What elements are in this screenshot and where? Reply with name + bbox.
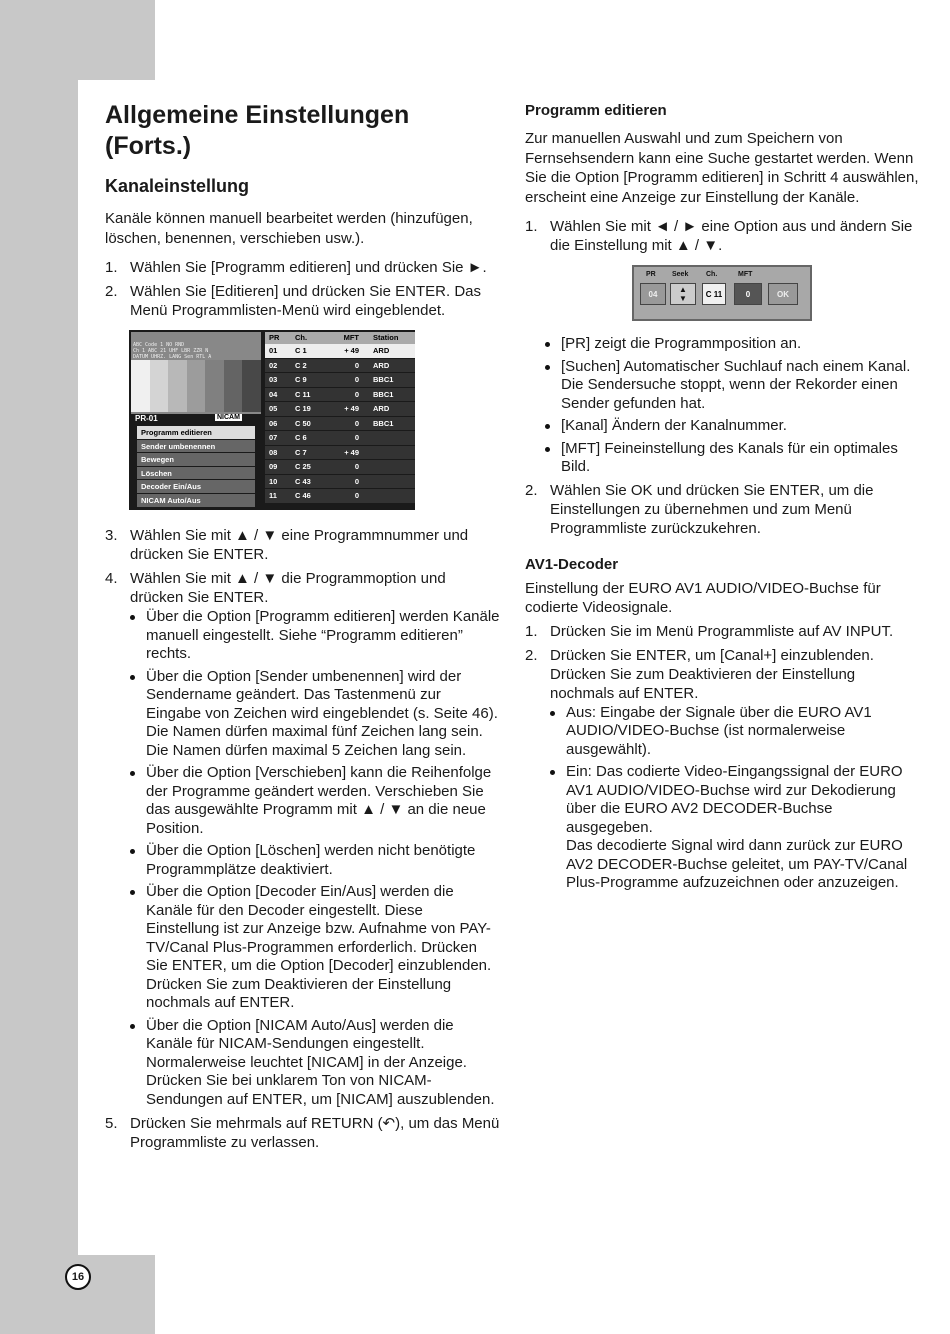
- menu-item-programm-editieren[interactable]: Programm editieren: [137, 426, 255, 440]
- test-pattern: [131, 360, 261, 412]
- prog-step-1: 1. Wählen Sie mit ◄ / ► eine Option aus und ändern Sie die Einstellung mit ▲ / ▼.: [525, 218, 913, 254]
- steps-list-b: [105, 526, 500, 1152]
- ok-button[interactable]: OK: [768, 283, 798, 305]
- bullet-sender-umbenennen: Über die Option [Sender umbenennen] wird der Sendername geändert. Das Tastenmenü zur Eingabe von Zeichen wird eingeblendet (s. Seite 46). Die Namen dürfen maximal fünf Zeichen lang sein. Die Namen dürfen maximal 5 Zeichen lang sein.: [130, 668, 500, 761]
- page-number: 16: [65, 1264, 91, 1290]
- page-title: Allgemeine Einstellungen (Forts.): [105, 101, 410, 160]
- step-2: 2. Wählen Sie [Editieren] und drücken Sie ENTER. Das Menü Programmlisten-Menü wird eingeblendet.: [105, 283, 481, 319]
- bullet-verschieben: Über die Option [Verschieben] kann die Reihenfolge der Programme geändert werden. Verschieben Sie das ausgewählte Programm mit ▲ / ▼ an die neue Position.: [130, 764, 500, 838]
- table-row[interactable]: 04 C 11 0 BBC1: [265, 388, 415, 403]
- seek-arrows-icon[interactable]: ▲ ▼: [670, 283, 696, 305]
- table-row[interactable]: 11 C 46 0: [265, 489, 415, 504]
- left-column: [105, 100, 500, 1157]
- bullet-ein: Ein: Das codierte Video-Eingangssignal der EURO AV1 AUDIO/VIDEO-Buchse wird zur Dekodierung über die EURO AV2 DECODER-Buchse ausgegeben. Das decodierte Signal wird dann zurück zur EURO AV2 DECODER-Buchse geleitet, um PAY-TV/Canal Plus-Programme aufzuzeichnen oder anzuzeigen.: [550, 763, 920, 893]
- av-steps: [525, 622, 920, 893]
- channel-table: [265, 332, 415, 504]
- prog-step-2: 2. Wählen Sie OK und drücken Sie ENTER, um die Einstellungen zu übernehmen und zum Menü Programmliste zurückzukehren.: [525, 481, 874, 537]
- av-intro: Einstellung der EURO AV1 AUDIO/VIDEO-Buchse für codierte Videosignale.: [525, 579, 881, 616]
- av-bullets: [550, 704, 920, 893]
- table-row[interactable]: 01 C 1 + 49 ARD: [265, 344, 415, 359]
- menu-item-bewegen[interactable]: Bewegen: [137, 453, 255, 467]
- bullet-suchen: [Suchen] Automatischer Suchlauf nach einem Kanal. Die Sendersuche stoppt, wenn der Rekorder einen Sender gefunden hat.: [545, 358, 920, 414]
- channel-field[interactable]: C 11: [702, 283, 726, 305]
- bullet-programm-editieren: Über die Option [Programm editieren] werden Kanäle manuell eingestellt. Siehe “Programm editieren” rechts.: [130, 608, 500, 664]
- table-row[interactable]: 05 C 19 + 49 ARD: [265, 402, 415, 417]
- bullet-pr: [PR] zeigt die Programmposition an.: [545, 335, 920, 354]
- pr-field[interactable]: 04: [640, 283, 666, 305]
- tv-info-text: ABC Code 1 NO RND Ch 1 ABC 21 UHF LBR ZZR N DATUM UHRZ. LANG Sen RTL A: [133, 342, 212, 360]
- table-row[interactable]: 07 C 6 0: [265, 431, 415, 446]
- table-row[interactable]: 09 C 25 0: [265, 460, 415, 475]
- section-heading-av1-decoder: AV1-Decoder: [525, 555, 619, 573]
- steps-list-a: [105, 258, 500, 320]
- prog-steps-b: [525, 481, 920, 538]
- section-heading-programm-editieren: Programm editieren: [525, 102, 667, 119]
- menu-item-sender-umbenennen[interactable]: Sender umbenennen: [137, 440, 255, 454]
- program-edit-screenshot: PR Seek Ch. MFT 04 ▲ ▼ C 11 0 OK: [632, 265, 812, 321]
- bullet-loeschen: Über die Option [Löschen] werden nicht benötigte Programmplätze deaktiviert.: [130, 842, 500, 879]
- mft-field[interactable]: 0: [734, 283, 762, 305]
- intro-text: Kanäle können manuell bearbeitet werden (hinzufügen, löschen, benennen, verschieben usw.).: [105, 210, 473, 247]
- step-4: 4. Wählen Sie mit ▲ / ▼ die Programmoption und drücken Sie ENTER. Über die Option [Programm editieren] werden Kanäle manuell eingestellt. Siehe “Programm editieren” rechts. Über die Option [Sender umbenennen] wird der Sendername geändert. Das Tastenmenü zur Eingabe von Zeichen wird eingeblendet (s. Seite 46). Die Namen dürfen maximal fünf Zeichen lang sein. Die Namen dürfen maximal 5 Zeichen lang sein. Über die Option [Verschieben] kann die Reihenfolge der Programme geändert werden. Verschieben Sie das ausgewählte Programm mit ▲ / ▼ an die neue Position. Über die Option [Löschen] werden nicht benötigte Programmplätze deaktiviert. Über die Option [Decoder Ein/Aus] werden die Kanäle für den Decoder eingestellt. Diese Einstellung ist zur Anzeige bzw. Aufnahme von PAY-TV/Canal Plus-Programmen erforderlich. Drücken Sie ENTER, um die Option [Decoder] einzublenden. Drücken Sie zum Deaktivieren der Einstellung nochmals auf ENTER. Über die Option [NICAM Auto/Aus] werden die Kanäle für NICAM-Sendungen eingestellt. Normalerweise leuchtet [NICAM] in der Anzeige. Drücken Sie bei unklarem Ton von NICAM-Sendungen auf ENTER, um [NICAM] auszublenden.: [105, 570, 500, 1108]
- table-row[interactable]: 06 C 50 0 BBC1: [265, 417, 415, 432]
- table-row[interactable]: 02 C 2 0 ARD: [265, 359, 415, 374]
- step-1: 1. Wählen Sie [Programm editieren] und drücken Sie ►.: [105, 259, 487, 276]
- table-row[interactable]: 03 C 9 0 BBC1: [265, 373, 415, 388]
- menu-item-nicam[interactable]: NICAM Auto/Aus: [137, 494, 255, 508]
- nicam-badge: NICAM: [217, 414, 240, 421]
- step-5: 5. Drücken Sie mehrmals auf RETURN (↶), um das Menü Programmliste zu verlassen.: [105, 1115, 500, 1151]
- menu-item-loeschen[interactable]: Löschen: [137, 467, 255, 481]
- bullet-decoder: Über die Option [Decoder Ein/Aus] werden die Kanäle für den Decoder eingestellt. Diese Einstellung ist zur Anzeige bzw. Aufnahme von PAY-TV/Canal Plus-Programmen erforderlich. Drücken Sie ENTER, um die Option [Decoder] einzublenden. Drücken Sie zum Deaktivieren der Einstellung nochmals auf ENTER.: [130, 883, 500, 1013]
- step-3: 3. Wählen Sie mit ▲ / ▼ eine Programmnummer und drücken Sie ENTER.: [105, 527, 469, 563]
- bullet-nicam: Über die Option [NICAM Auto/Aus] werden die Kanäle für NICAM-Sendungen eingestellt. Normalerweise leuchtet [NICAM] in der Anzeige. Drücken Sie bei unklarem Ton von NICAM-Sendungen auf ENTER, um [NICAM] auszublenden.: [130, 1017, 500, 1110]
- prog-bullets: [545, 335, 920, 477]
- right-column: [525, 102, 920, 898]
- prog-intro: Zur manuellen Auswahl und zum Speichern von Fernsehsendern kann eine Suche gestartet werden. Wenn Sie die Option [Programm editieren] in Schritt 4 auswählen, erscheint eine Anzeige zur Einstellung der Kanäle.: [525, 130, 919, 206]
- table-row[interactable]: 08 C 7 + 49: [265, 446, 415, 461]
- table-row[interactable]: 10 C 43 0: [265, 475, 415, 490]
- pr-label: PR-01: [135, 414, 158, 423]
- bullet-mft: [MFT] Feineinstellung des Kanals für ein optimales Bild.: [545, 440, 920, 477]
- prog-steps-a: [525, 217, 920, 255]
- option-menu: [137, 426, 255, 508]
- option-bullets: [130, 608, 500, 1109]
- table-header: PR Ch. MFT Station: [265, 332, 415, 344]
- section-heading-kanaleinstellung: Kanaleinstellung: [105, 176, 250, 196]
- bullet-kanal: [Kanal] Ändern der Kanalnummer.: [545, 417, 920, 436]
- bullet-aus: Aus: Eingabe der Signale über die EURO AV1 AUDIO/VIDEO-Buchse (ist normalerweise ausgewählt).: [550, 704, 920, 760]
- program-list-screenshot: [129, 330, 415, 510]
- menu-item-decoder[interactable]: Decoder Ein/Aus: [137, 480, 255, 494]
- av-step-1: 1. Drücken Sie im Menü Programmliste auf AV INPUT.: [525, 622, 894, 640]
- av-step-2: 2. Drücken Sie ENTER, um [Canal+] einzublenden. Drücken Sie zum Deaktivieren der Einstellung nochmals auf ENTER. Aus: Eingabe der Signale über die EURO AV1 AUDIO/VIDEO-Buchse (ist normalerweise ausgewählt). Ein: Das codierte Video-Eingangssignal der EURO AV1 AUDIO/VIDEO-Buchse wird zur Dekodierung über die EURO AV2 DECODER-Buchse ausgegeben. Das decodierte Signal wird dann zurück zur EURO AV2 DECODER-Buchse geleitet, um PAY-TV/Canal Plus-Programme aufzuzeichnen oder anzuzeigen.: [525, 646, 920, 893]
